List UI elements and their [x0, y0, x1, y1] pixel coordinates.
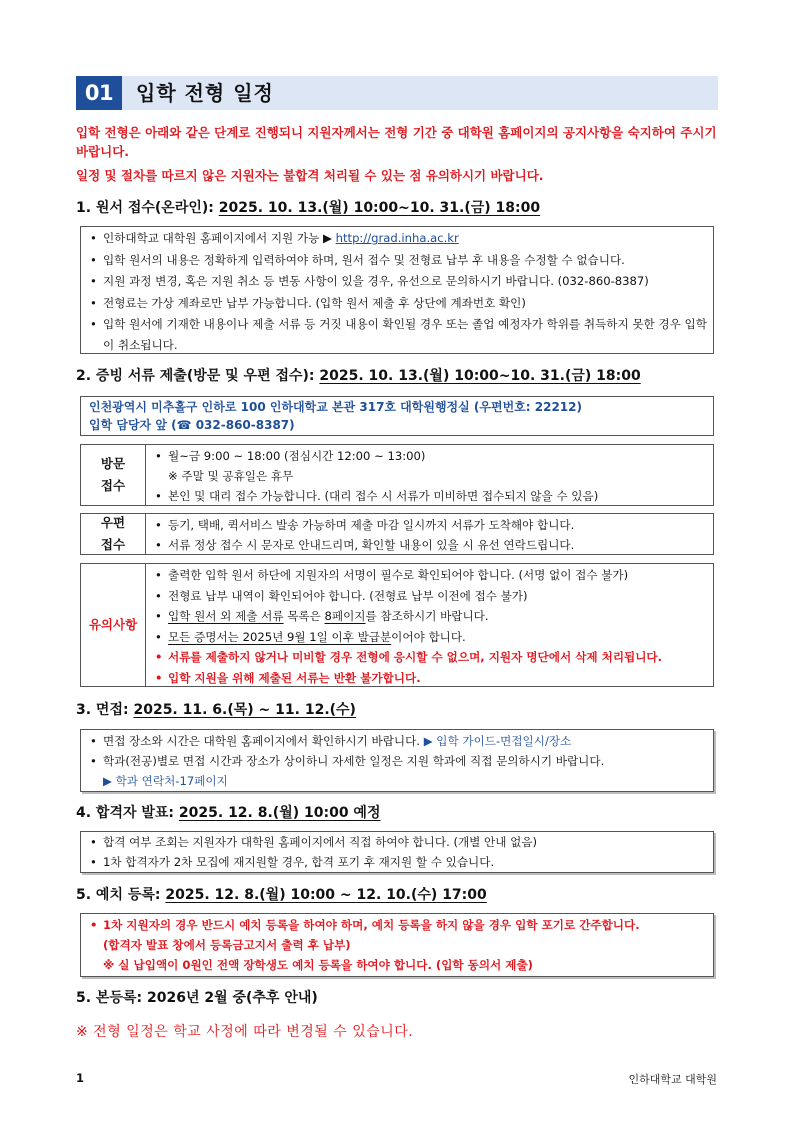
section-date: 2025. 12. 8.(월) 10:00 ~ 12. 10.(수) 17:00	[165, 887, 487, 903]
intro-warning: 일정 및 절차를 따르지 않은 지원자는 불합격 처리될 수 있는 점 유의하시기 바랍니다.	[76, 168, 544, 183]
list-item: • 본인 및 대리 접수 가능합니다. (대리 접수 시 서류가 미비하면 접수되지 않을 수 있음)	[146, 486, 713, 506]
list-item: • 전형료 납부 내역이 확인되어야 합니다. (전형료 납부 이전에 접수 불가)	[146, 586, 713, 607]
list-item: • 지원 과정 변경, 혹은 지원 취소 등 변동 사항이 있을 경우, 유선으로 문의하시기 바랍니다. (032-860-8387)	[81, 271, 713, 293]
list-item: • 등기, 택배, 퀵서비스 발송 가능하며 제출 마감 일시까지 서류가 도착해야 합니다.	[146, 515, 713, 535]
list-item: • 입학 원서에 기재한 내용이나 제출 서류 등 거짓 내용이 확인될 경우 또는 졸업 예정자가 학위를 취득하지 못한 경우 입학이 취소됩니다.	[81, 314, 713, 356]
page-title: 입학 전형 일정	[136, 81, 274, 105]
section-application-heading	[76, 198, 540, 218]
page-number: 1	[76, 1071, 85, 1085]
section-date: 2025. 12. 8.(월) 10:00 예정	[178, 805, 381, 821]
caution-box	[80, 563, 714, 687]
list-item: (합격자 발표 창에서 등록금고지서 출력 후 납부)	[103, 938, 351, 952]
list-item: • 입학 원서 외 제출 서류 목록은 8페이지를 참조하시기 바랍니다.	[146, 606, 713, 627]
address-line: 인천광역시 미추홀구 인하로 100 인하대학교 본관 317호 대학원행정실 (우편번호: 22212)	[89, 400, 582, 414]
list-item: • 입학 원서의 내용은 정확하게 입력하여야 하며, 원서 접수 및 전형료 납부 후 내용을 수정할 수 없습니다.	[81, 250, 713, 272]
caution-label: 유의사항	[81, 564, 146, 686]
list-item: ※ 실 납입액이 0원인 전액 장학생도 예치 등록을 하여야 합니다. (입학 동의서 제출)	[103, 958, 533, 972]
list-item: • 학과(전공)별로 면접 시간과 장소가 상이하니 자세한 일정은 지원 학과에 직접 문의하시기 바랍니다.	[81, 751, 713, 771]
address-box	[80, 396, 714, 436]
visit-submission-box	[80, 444, 714, 506]
section-number: 01	[76, 76, 122, 110]
list-item: • 월~금 9:00 ~ 18:00 (점심시간 12:00 ~ 13:00)	[146, 446, 713, 466]
list-item: • 인하대학교 대학원 홈페이지에서 지원 가능 ▶ http://grad.inha.ac.kr	[81, 228, 713, 250]
list-item: ※ 주말 및 공휴일은 휴무	[168, 469, 294, 483]
section-label: 1. 원서 접수(온라인):	[76, 200, 219, 216]
list-item: • 합격 여부 조회는 지원자가 대학원 홈페이지에서 직접 하여야 합니다. (개별 안내 없음)	[81, 832, 713, 852]
interview-guide-link[interactable]: ▶ 입학 가이드-면접일시/장소	[423, 734, 572, 748]
footer-org: 인하대학교 대학원	[628, 1073, 717, 1086]
section-documents-heading	[76, 366, 641, 386]
section-label: 3. 면접:	[76, 702, 134, 718]
list-item: • 1차 지원자의 경우 반드시 예치 등록을 하여야 하며, 예치 등록을 하지 않을 경우 입학 포기로 간주합니다.	[81, 915, 713, 935]
contact-line: 입학 담당자 앞 (☎ 032-860-8387)	[89, 418, 295, 432]
announcement-info-box	[80, 831, 714, 873]
mail-label: 우편 접수	[81, 514, 146, 554]
list-item: • 출력한 입학 원서 하단에 지원자의 서명이 필수로 확인되어야 합니다. (서명 없이 접수 불가)	[146, 565, 713, 586]
section-interview-heading	[76, 700, 356, 720]
deposit-info-box	[80, 913, 714, 977]
section-date: 2025. 10. 13.(월) 10:00~10. 31.(금) 18:00	[218, 200, 541, 216]
list-item: • 입학 지원을 위해 제출된 서류는 반환 불가합니다.	[146, 668, 713, 689]
section-deposit-heading	[76, 885, 487, 905]
list-item: • 서류를 제출하지 않거나 미비할 경우 전형에 응시할 수 없으며, 지원자 명단에서 삭제 처리됩니다.	[146, 647, 713, 668]
list-item: • 모든 증명서는 2025년 9월 1일 이후 발급분이어야 합니다.	[146, 627, 713, 648]
visit-label: 방문 접수	[81, 445, 146, 505]
section-registration-heading: 5. 본등록: 2026년 2월 중(추후 안내)	[76, 990, 318, 1006]
intro-notice: 입학 전형은 아래와 같은 단계로 진행되니 지원자께서는 전형 기간 중 대학원 홈페이지의 공지사항을 숙지하여 주시기 바랍니다.	[76, 125, 717, 159]
list-item: • 서류 정상 접수 시 문자로 안내드리며, 확인할 내용이 있을 시 유선 연락드립니다.	[146, 535, 713, 555]
section-label: 5. 예치 등록:	[76, 887, 166, 903]
section-date: 2025. 10. 13.(월) 10:00~10. 31.(금) 18:00	[319, 368, 641, 384]
homepage-link[interactable]: http://grad.inha.ac.kr	[335, 231, 459, 245]
application-info-box	[80, 226, 714, 354]
section-label: 2. 증빙 서류 제출(방문 및 우편 접수):	[76, 368, 320, 384]
list-item: • 전형료는 가상 계좌로만 납부 가능합니다. (입학 원서 제출 후 상단에 계좌번호 확인)	[81, 293, 713, 315]
schedule-change-note: ※ 전형 일정은 학교 사정에 따라 변경될 수 있습니다.	[76, 1024, 414, 1040]
section-announcement-heading	[76, 803, 380, 823]
mail-submission-box	[80, 513, 714, 555]
interview-info-box	[80, 729, 714, 792]
list-item: • 면접 장소와 시간은 대학원 홈페이지에서 확인하시기 바랍니다. ▶ 입학 가이드-면접일시/장소	[81, 731, 713, 751]
section-date: 2025. 11. 6.(목) ~ 11. 12.(수)	[133, 702, 356, 718]
department-contact-link[interactable]: ▶ 학과 연락처-17페이지	[103, 774, 228, 788]
list-item: • 1차 합격자가 2차 모집에 재지원할 경우, 합격 포기 후 재지원 할 수 있습니다.	[81, 852, 713, 872]
section-label: 4. 합격자 발표:	[76, 805, 179, 821]
